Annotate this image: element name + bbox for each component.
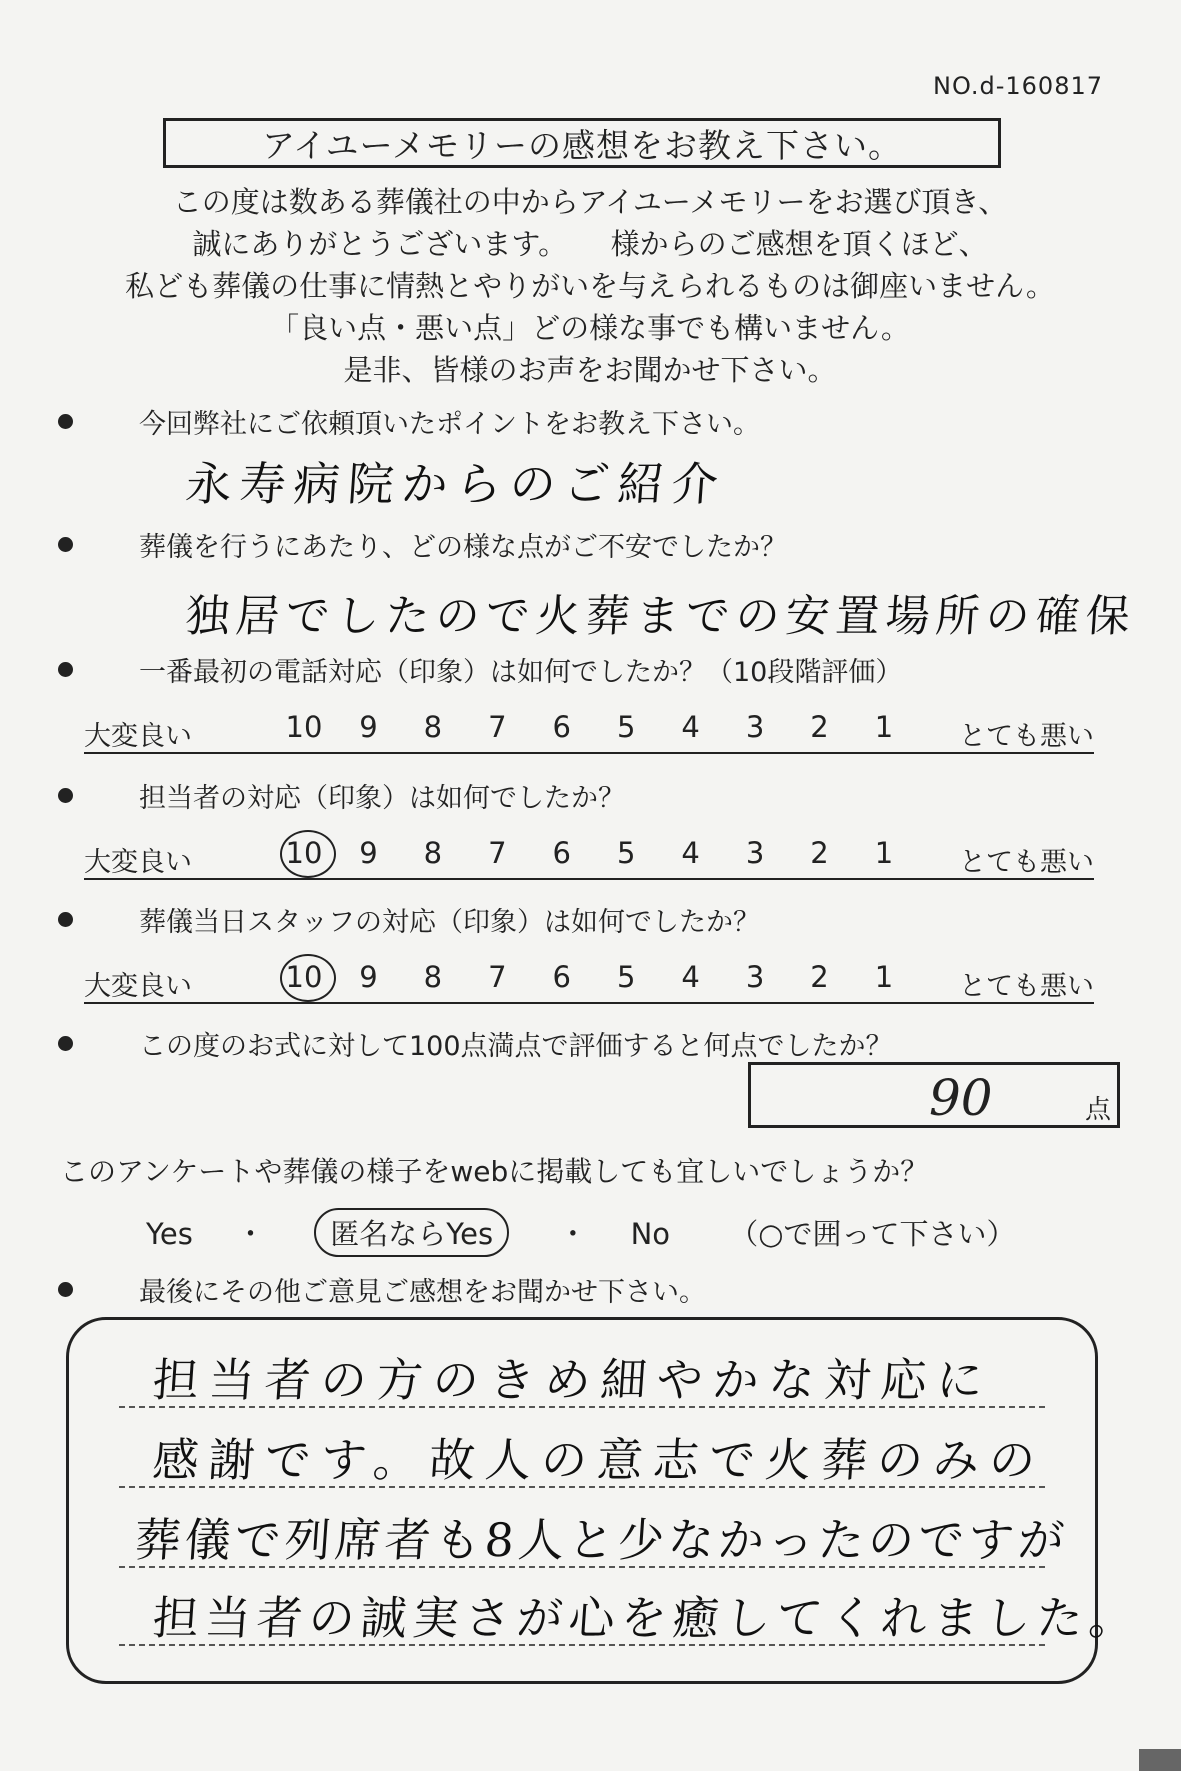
scale-right-label: とても悪い (959, 971, 1094, 1002)
scale-left-label: 大変良い (84, 721, 192, 752)
web-question (60, 1150, 1140, 1190)
question-3 (58, 650, 1138, 689)
bullet-icon (58, 1282, 73, 1297)
rating-scale-day-staff (84, 958, 1094, 1004)
rating-option: 2 (810, 836, 829, 870)
rating-option: 10 (285, 836, 323, 870)
rating-option: 6 (552, 836, 571, 870)
rating-option: 4 (681, 960, 700, 994)
option-yes: Yes (146, 1217, 193, 1251)
rating-option: 5 (616, 836, 636, 870)
comment-line: 感謝です。故人の意志で火葬のみの (150, 1433, 1048, 1487)
bullet-icon (58, 662, 73, 677)
question-text: 葬儀当日スタッフの対応（印象）は如何でしたか？ (139, 907, 760, 938)
rating-option: 9 (359, 960, 378, 994)
question-2 (58, 525, 1138, 564)
comment-line: 担当者の誠実さが心を癒してくれました。 (150, 1591, 1143, 1645)
question-text: この度のお式に対して100点満点で評価すると何点でしたか？ (139, 1031, 893, 1062)
scale-right-label: とても悪い (959, 847, 1094, 878)
separator: ・ (236, 1217, 266, 1251)
rating-option: 8 (423, 960, 443, 994)
rating-option: 5 (616, 960, 636, 994)
rating-option: 2 (810, 960, 829, 994)
rating-option: 4 (681, 710, 700, 744)
page-title: アイユーメモリーの感想をお教え下さい。 (163, 118, 1001, 168)
intro-line: この度は数ある葬儀社の中からアイユーメモリーをお選び頂き、 (172, 185, 1008, 219)
question-text: このアンケートや葬儀の様子をwebに掲載しても宜しいでしょうか？ (60, 1155, 929, 1188)
scale-numbers (284, 960, 904, 994)
rating-option: 10 (285, 710, 323, 744)
bullet-icon (58, 537, 73, 552)
rating-scale-phone (84, 708, 1094, 754)
bullet-icon (58, 912, 73, 927)
question-text: 今回弊社にご依頼頂いたポイントをお教え下さい。 (139, 409, 760, 440)
intro-line: 是非、皆様のお声をお聞かせ下さい。 (343, 353, 837, 387)
scale-numbers (284, 836, 904, 870)
rating-option: 2 (810, 710, 829, 744)
rating-option: 3 (745, 960, 765, 994)
rating-option: 5 (616, 710, 636, 744)
intro-line: 「良い点・悪い点」どの様な事でも構いません。 (270, 311, 910, 345)
question-7 (58, 1270, 1138, 1309)
rating-option: 8 (423, 710, 443, 744)
divider (84, 752, 1094, 754)
answer-2: 独居でしたので火葬までの安置場所の確保 (183, 591, 1138, 642)
bullet-icon (58, 788, 73, 803)
scale-left-label: 大変良い (84, 971, 192, 1002)
rating-option: 9 (359, 836, 378, 870)
document-number: NO.d-160817 (932, 72, 1103, 100)
scale-numbers (284, 710, 904, 744)
rating-option: 1 (874, 710, 894, 744)
divider (84, 1002, 1094, 1004)
rating-option: 3 (745, 836, 765, 870)
question-6 (58, 1024, 1138, 1063)
rating-option: 7 (488, 960, 507, 994)
rating-option: 4 (681, 836, 700, 870)
rating-option: 3 (745, 710, 765, 744)
intro-line: 誠にありがとうございます。 様からのご感想を頂くほど、 (192, 227, 988, 261)
comment-line: 葬儀で列席者も8人と少なかったのですが (132, 1513, 1070, 1567)
option-anonymous-yes: 匿名ならYes (314, 1208, 509, 1257)
question-4 (58, 776, 1138, 815)
score-box (748, 1062, 1120, 1128)
question-text: 担当者の対応（印象）は如何でしたか？ (139, 783, 625, 814)
rating-option: 6 (552, 960, 571, 994)
score-unit: 点 (1084, 1095, 1111, 1125)
question-1 (58, 402, 1138, 441)
rating-option: 10 (285, 960, 323, 994)
divider (84, 878, 1094, 880)
question-text: 一番最初の電話対応（印象）は如何でしたか？（10段階評価） (139, 657, 903, 688)
rating-scale-staff (84, 834, 1094, 880)
question-text: 葬儀を行うにあたり、どの様な点がご不安でしたか？ (139, 532, 787, 563)
rating-option: 7 (488, 836, 507, 870)
scan-edge-mark (1139, 1749, 1181, 1771)
answer-1: 永寿病院からのご紹介 (183, 457, 728, 511)
separator: ・ (558, 1217, 588, 1251)
intro-line: 私ども葬儀の仕事に情熱とやりがいを与えられるものは御座いません。 (125, 269, 1055, 303)
scale-right-label: とても悪い (959, 721, 1094, 752)
rating-option: 8 (423, 836, 443, 870)
scale-left-label: 大変良い (84, 847, 192, 878)
comment-box (66, 1317, 1143, 1684)
rating-option: 7 (488, 710, 507, 744)
rating-option: 1 (874, 836, 894, 870)
bullet-icon (58, 414, 73, 429)
bullet-icon (58, 1036, 73, 1051)
option-no: No (630, 1217, 670, 1251)
question-5 (58, 900, 1138, 939)
option-note: （○で囲って下さい） (729, 1217, 1016, 1251)
score-value: 90 (929, 1069, 993, 1127)
rating-option: 6 (552, 710, 571, 744)
rating-option: 9 (359, 710, 378, 744)
rating-option: 1 (874, 960, 894, 994)
comment-line: 担当者の方のきめ細やかな対応に (150, 1353, 995, 1407)
web-options (146, 1208, 1016, 1257)
question-text: 最後にその他ご意見ご感想をお聞かせ下さい。 (139, 1277, 706, 1308)
